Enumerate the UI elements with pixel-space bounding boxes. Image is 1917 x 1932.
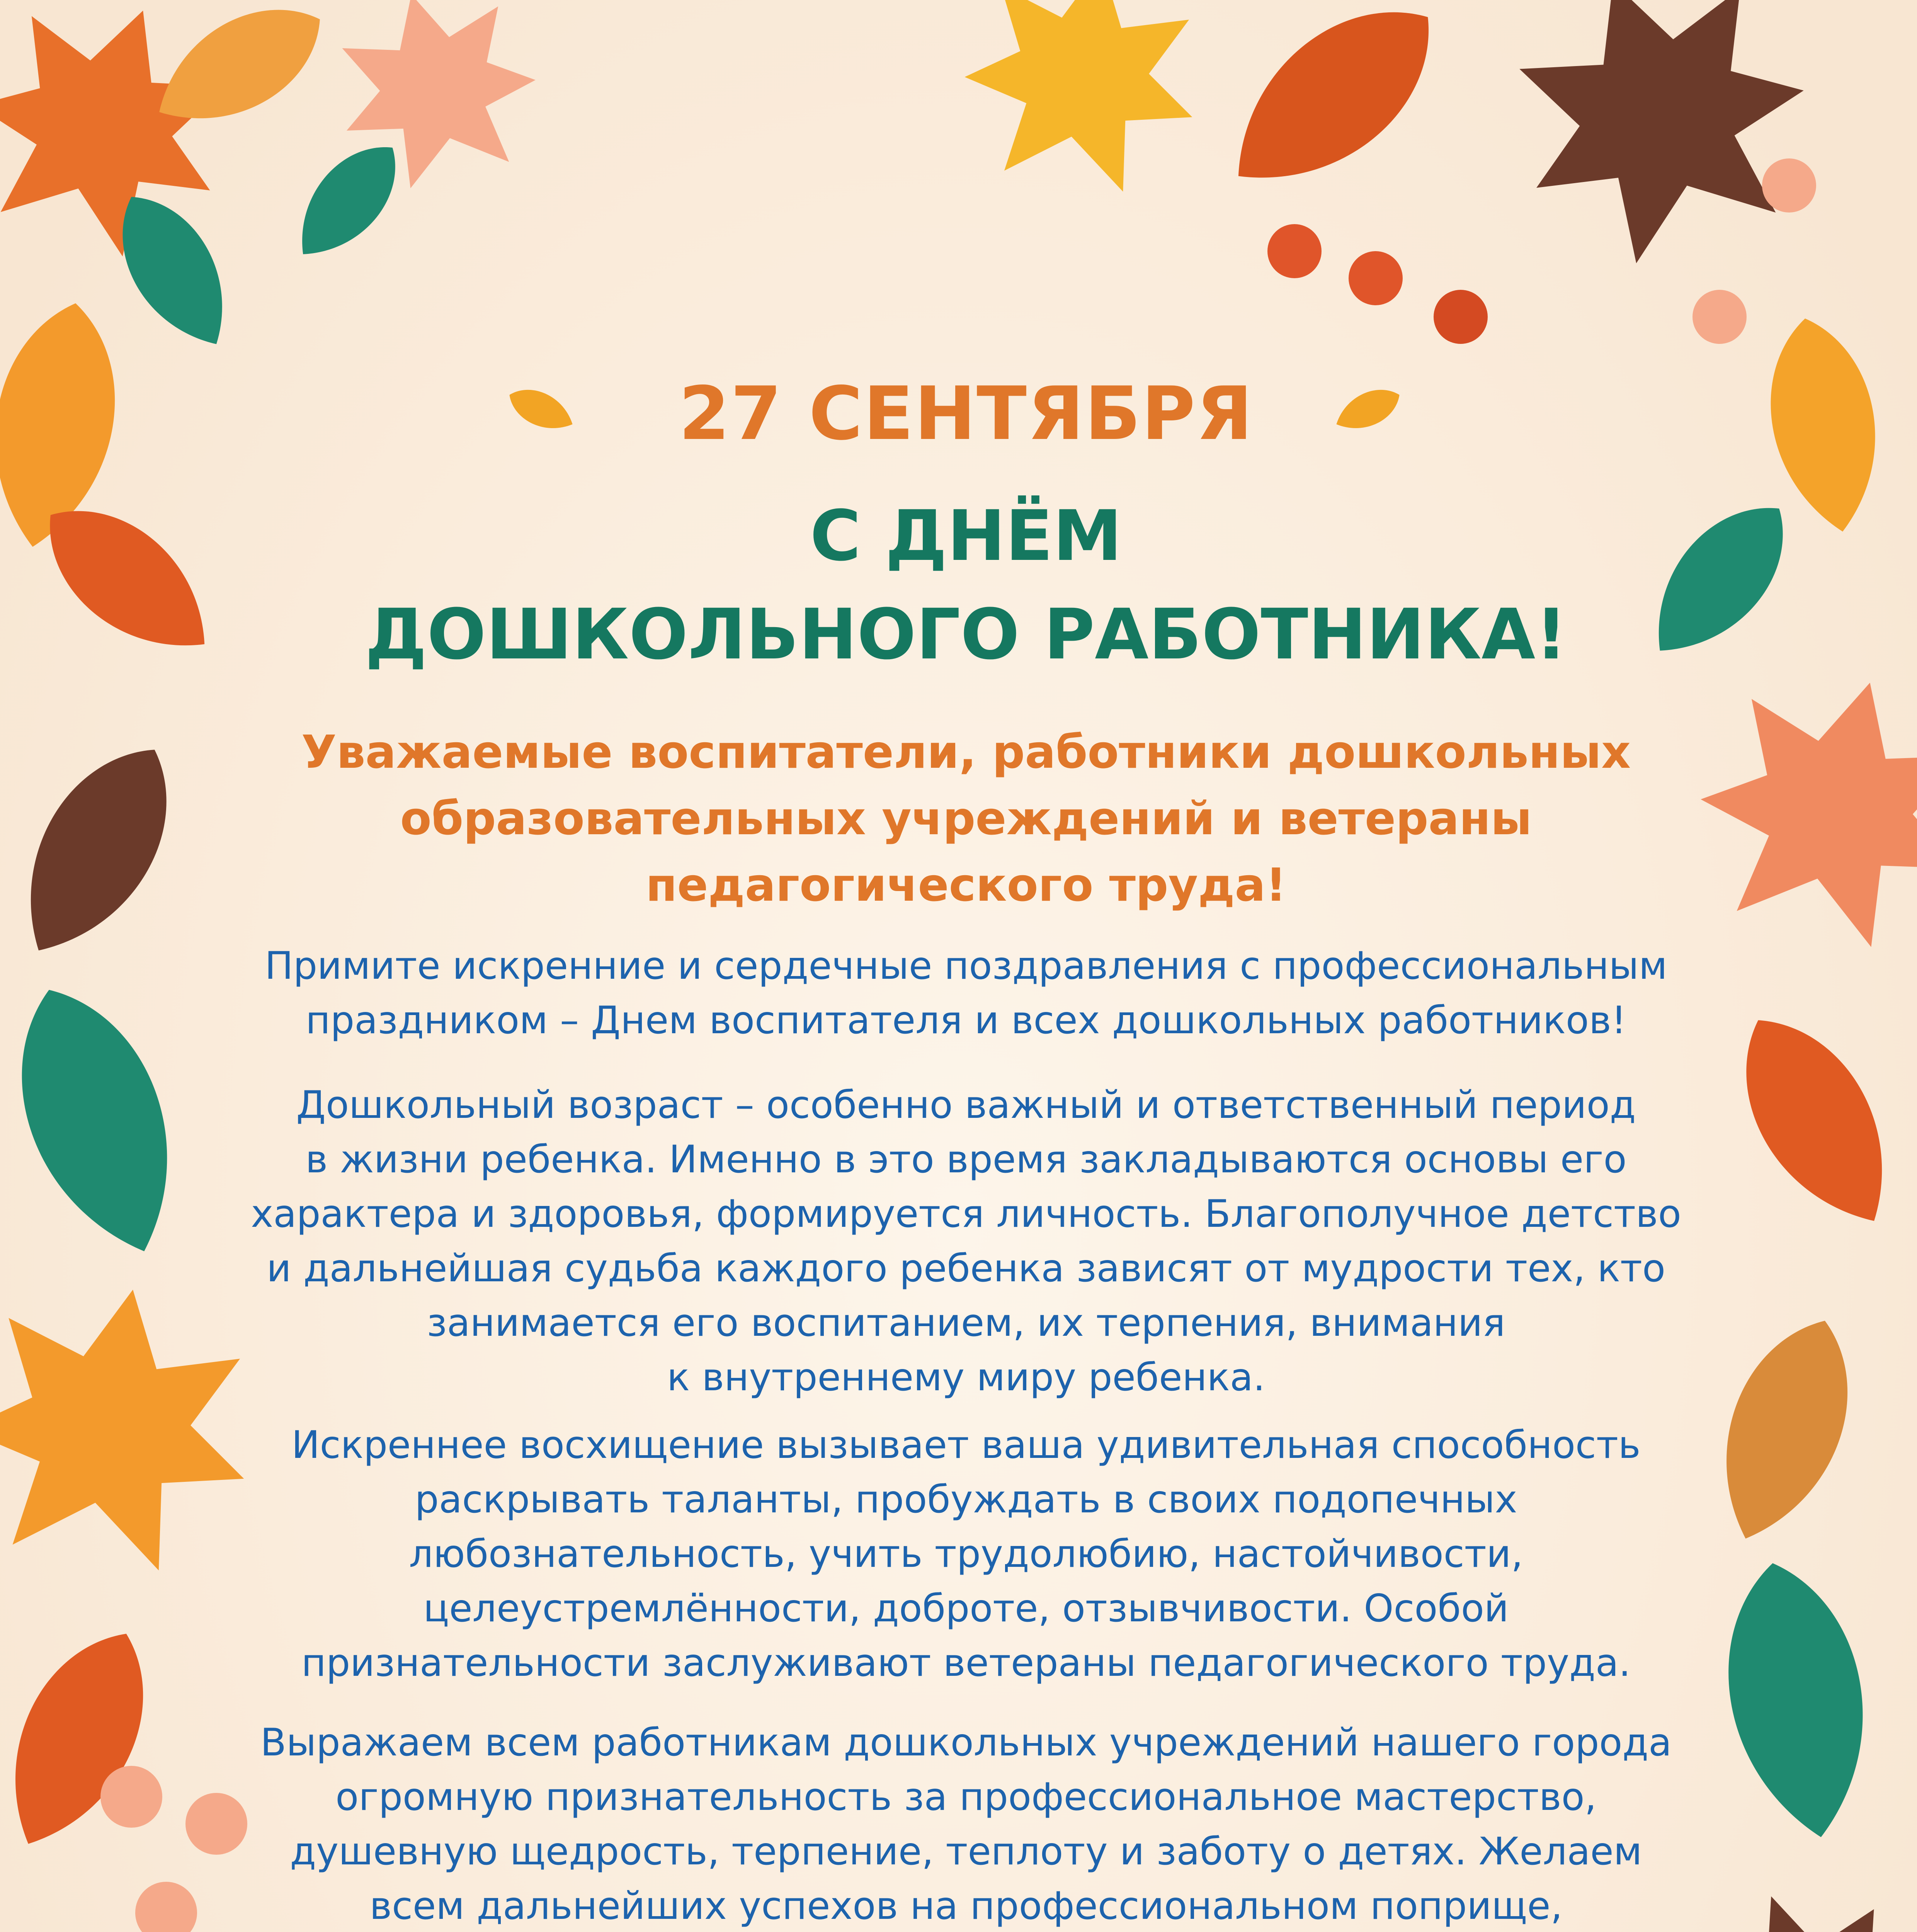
text-line: душевную щедрость, терпение, теплоту и заботу о детях. Желаем: [290, 1830, 1642, 1874]
text-line: всем дальнейших успехов на профессиональном поприще,: [369, 1884, 1563, 1928]
text-line: любознательность, учить трудолюбию, настойчивости,: [409, 1532, 1523, 1576]
text-line: Выражаем всем работникам дошкольных учреждений нашего города: [260, 1721, 1672, 1765]
salutation-line: образовательных учреждений и ветераны: [400, 792, 1532, 845]
text-line: в жизни ребенка. Именно в это время закладываются основы его: [305, 1138, 1627, 1182]
text-line: огромную признательность за профессиональное мастерство,: [335, 1775, 1597, 1819]
text-line: занимается его воспитанием, их терпения, внимания: [427, 1301, 1505, 1345]
text-line: целеустремлённости, доброте, отзывчивости. Особой: [423, 1587, 1509, 1631]
paragraph-admiration: [216, 1418, 1716, 1690]
title-line-1: С ДНЁМ: [810, 496, 1122, 577]
text-line: признательности заслуживают ветераны педагогического труда.: [301, 1641, 1631, 1685]
text-line: Примите искренние и сердечные поздравления с профессиональным: [265, 944, 1667, 988]
title-line-2: ДОШКОЛЬНОГО РАБОТНИКА!: [365, 594, 1567, 675]
text-line: праздником – Днем воспитателя и всех дошкольных работников!: [305, 998, 1627, 1043]
text-line: к внутреннему миру ребенка.: [667, 1355, 1265, 1400]
text-line: Дошкольный возраст – особенно важный и ответственный период: [296, 1083, 1636, 1127]
text-line: характера и здоровья, формируется личность. Благополучное детство: [251, 1192, 1681, 1236]
paragraph-preschool-age: [216, 1078, 1716, 1405]
page-title: [216, 487, 1716, 684]
salutation: [263, 719, 1669, 918]
salutation-line: педагогического труда!: [646, 858, 1286, 912]
text-line: раскрывать таланты, пробуждать в своих подопечных: [415, 1478, 1517, 1522]
event-date: 27 СЕНТЯБРЯ: [679, 371, 1254, 456]
paragraph-wishes: [216, 1716, 1716, 1932]
paragraph-congratulations: [216, 939, 1716, 1048]
text-line: Искреннее восхищение вызывает ваша удивительная способность: [291, 1423, 1641, 1467]
text-line: и дальнейшая судьба каждого ребенка зависят от мудрости тех, кто: [267, 1247, 1665, 1291]
salutation-line: Уважаемые воспитатели, работники дошкольных: [301, 725, 1631, 779]
